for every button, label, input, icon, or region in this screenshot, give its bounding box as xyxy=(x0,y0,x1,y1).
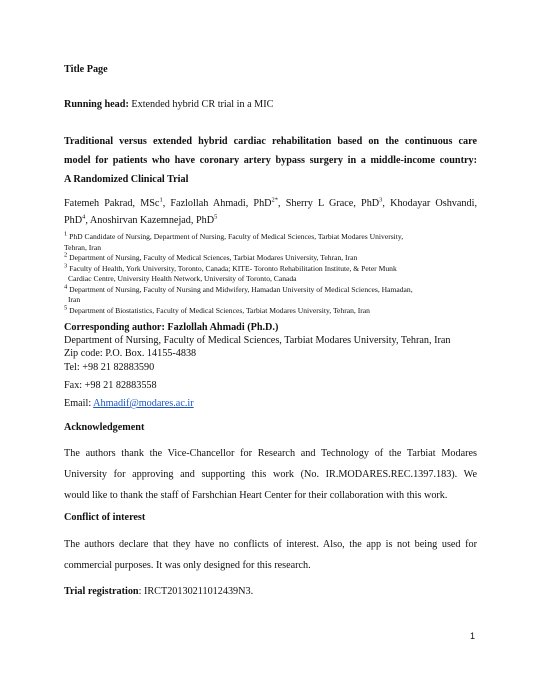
acknowledgement-heading: Acknowledgement xyxy=(64,422,145,433)
affiliation-3-cont: Cardiac Centre, University Health Network, University of Toronto, Canada xyxy=(68,274,297,283)
conflict-body xyxy=(64,534,477,576)
affiliation-1 xyxy=(64,232,477,243)
conflict-line: The authors declare that they have no conflicts of interest. Also, the app is not being used for xyxy=(64,539,477,550)
affiliation-4-cont: Iran xyxy=(68,295,81,304)
author-affil: 4 xyxy=(82,213,86,221)
author-affil: 5 xyxy=(214,213,218,221)
running-head-label: Running head: xyxy=(64,99,129,110)
acknowledgement-line: The authors thank the Vice-Chancellor for Research and Technology of the Tarbiat Modares xyxy=(64,448,477,459)
affiliation-5 xyxy=(64,303,477,317)
paper-title-line: A Randomized Clinical Trial xyxy=(64,174,189,185)
affiliation-4 xyxy=(64,282,477,296)
running-head-text: Extended hybrid CR trial in a MIC xyxy=(128,99,274,110)
affiliation-1-cont: Tehran, Iran xyxy=(64,242,101,252)
affiliation-number: 2 xyxy=(64,251,68,259)
email-label: Email: xyxy=(64,398,94,409)
authors-line-2 xyxy=(64,212,477,229)
author-name: , Anoshirvan Kazemnejad, PhD xyxy=(85,215,215,226)
acknowledgement-line: University for approving and supporting this work (No. IR.MODARES.REC.1397.183). We xyxy=(64,469,477,480)
affiliation-number: 1 xyxy=(64,230,68,238)
email-link[interactable]: Ahmadif@modares.ac.ir xyxy=(93,398,194,409)
author-name: Fatemeh Pakrad, MSc xyxy=(64,198,160,209)
author-affil: 2* xyxy=(271,196,279,204)
conflict-heading: Conflict of interest xyxy=(64,512,146,523)
author-name: , Sherry L Grace, PhD xyxy=(278,198,380,209)
affiliation-text: Department of Nursing, Faculty of Nursing and Midwifery, Hamadan University of Medical Sciences, Hamadan, xyxy=(69,284,413,294)
author-affil: 1 xyxy=(159,196,163,204)
running-head xyxy=(64,99,273,110)
paper-title xyxy=(64,132,477,189)
corresponding-block xyxy=(64,321,451,360)
acknowledgement-body xyxy=(64,443,477,506)
page-number: 1 xyxy=(470,631,476,641)
conflict-line: commercial purposes. It was only designed for this research. xyxy=(64,560,311,571)
affiliation-3 xyxy=(64,261,477,275)
affiliation-text: Department of Biostatistics, Faculty of Medical Sciences, Tarbiat Modares University, Tehran, Iran xyxy=(69,305,370,315)
authors xyxy=(64,195,477,229)
title-page-label: Title Page xyxy=(64,64,108,75)
author-affil: 3 xyxy=(379,196,383,204)
affiliation-number: 5 xyxy=(64,303,68,311)
trial-registration-label: Trial registration xyxy=(64,586,139,597)
fax: Fax: +98 21 82883558 xyxy=(64,380,157,391)
affiliation-2 xyxy=(64,253,477,264)
author-name: , Khodayar Oshvandi, xyxy=(382,198,477,209)
trial-registration-id: : IRCT20130211012439N3. xyxy=(138,586,254,597)
trial-registration xyxy=(64,586,253,597)
corresponding-dept: Department of Nursing, Faculty of Medical Sciences, Tarbiat Modares University, Tehran, Iran xyxy=(64,335,451,346)
corresponding-zip: Zip code: P.O. Box. 14155-4838 xyxy=(64,348,197,359)
paper-title-line: Traditional versus extended hybrid cardiac rehabilitation based on the continuous care xyxy=(64,136,477,147)
affiliation-text: PhD Candidate of Nursing, Department of Nursing, Faculty of Medical Sciences, Tarbiat Modares University, xyxy=(69,232,404,241)
author-name: PhD xyxy=(64,215,83,226)
affiliations xyxy=(64,232,477,316)
author-name: , Fazlollah Ahmadi, PhD xyxy=(162,198,272,209)
affiliation-number: 4 xyxy=(64,282,68,290)
paper-title-line: model for patients who have coronary artery bypass surgery in a middle-income country: xyxy=(64,155,477,166)
affiliation-text: Faculty of Health, York University, Toronto, Canada; KITE- Toronto Rehabilitation Institute, & Peter Munk xyxy=(69,263,397,273)
authors-line-1 xyxy=(64,195,477,212)
email-row xyxy=(64,398,194,409)
acknowledgement-line: would like to thank the staff of Farshchian Heart Center for their collaboration with this work. xyxy=(64,490,448,501)
affiliation-number: 3 xyxy=(64,261,68,269)
tel: Tel: +98 21 82883590 xyxy=(64,362,155,373)
corresponding-heading: Corresponding author: Fazlollah Ahmadi (Ph.D.) xyxy=(64,322,279,333)
affiliation-text: Department of Nursing, Faculty of Medical Sciences, Tarbiat Modares University, Tehran, Iran xyxy=(69,253,358,262)
